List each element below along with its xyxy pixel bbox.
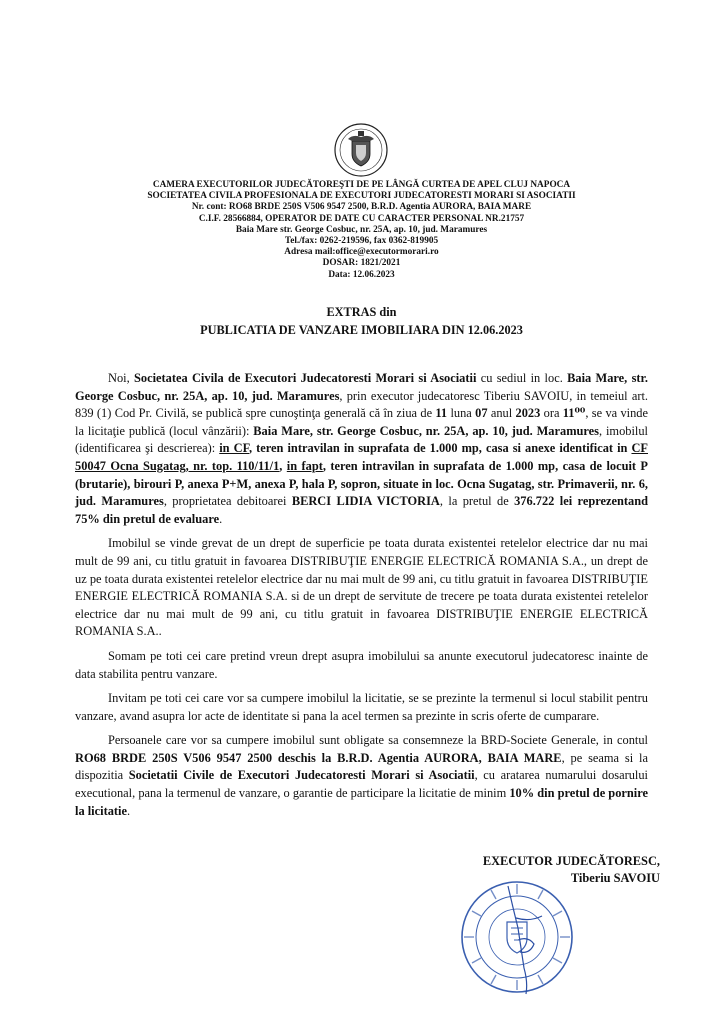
- bank-account: Nr. cont: RO68 BRDE 250S V506 9547 2500, B.R.D. Agentia AURORA, BAIA MARE: [191, 202, 532, 213]
- signature-name: Tiberiu SAVOIU: [570, 871, 660, 885]
- document-header: [0, 180, 723, 281]
- title-line-2: PUBLICATIA DE VANZARE IMOBILIARA DIN 12.06.2023: [200, 323, 523, 337]
- document-title: [0, 303, 723, 339]
- file-number: DOSAR: 1821/2021: [322, 258, 401, 269]
- paragraph-invitation: Invitam pe toti cei care vor sa cumpere imobilul la licitatie, se se prezinte la termenul si locul stabilit pentru vanzare, avand asupra lor acte de identitate si pana la acel termen sa prezinte in scris oferte de cumparare.: [75, 691, 648, 723]
- document-body: [75, 370, 648, 827]
- email-address: Adresa mail:office@executormorari.ro: [284, 247, 439, 258]
- company-name: SOCIETATEA CIVILA PROFESIONALA DE EXECUTORI JUDECATORESTI MORARI SI ASOCIATII: [147, 191, 576, 202]
- paragraph-summons: Somam pe toti cei care pretind vreun drept asupra imobilului sa anunte executorul judecatoresc inainte de data stabilita pentru vanzare.: [75, 648, 648, 681]
- official-stamp: [458, 878, 576, 996]
- address: Baia Mare str. George Cosbuc, nr. 25A, ap. 10, jud. Maramures: [235, 224, 488, 235]
- document-date: Data: 12.06.2023: [328, 269, 395, 280]
- signature-role: EXECUTOR JUDECĂTORESC,: [482, 854, 660, 868]
- chamber-name: CAMERA EXECUTORILOR JUDECĂTOREŞTI DE PE LÂNGĂ CURTEA DE APEL CLUJ NAPOCA: [152, 180, 571, 190]
- paragraph-sale-announcement: Noi, Societatea Civila de Executori Judecatoresti Morari si Asociatii cu sediul in loc. Baia Mare, str. George Cosbuc, nr. 25A, ap. 10, jud. Maramures, prin executor judecatoresc Tiberiu SAVOIU, in temeiul art. 839 (1) Cod Pr. Civilă, se publică spre cunoştinţa generală că în ziua de 11 luna 07 anul 2023 ora 11⁰⁰, se va vinde la licitaţie publică (locul vânzării): Baia Mare, str. George Cosbuc, nr. 25A, ap. 10, jud. Maramures, imobilul (identificarea şi descrierea): in CF, teren intravilan in suprafata de 1.000 mp, casa si anexe identificat in CF 50047 Ocna Sugatag, nr. top. 110/11/1, in fapt, teren intravilan in suprafata de 1.000 mp, casa de locuit P (brutarie), birouri P, anexa P+M, anexa P, hala P, sopron, situate in loc. Ocna Sugatag, str. Primaverii, nr. 6, jud. Maramures, proprietatea debitoarei BERCI LIDIA VICTORIA, la pretul de 376.722 lei reprezentand 75% din pretul de evaluare.: [75, 371, 649, 526]
- title-line-1: EXTRAS din: [326, 305, 397, 319]
- romania-coat-of-arms-emblem: [333, 122, 389, 178]
- paragraph-encumbrances: Imobilul se vinde grevat de un drept de superficie pe toata durata existentei retelelor electrice dar nu mai mult de 99 ani, cu titlu gratuit in favoarea DISTRIBUŢIE ENERGIE ELECTRICĂ ROMANIA S.A., un drept de uz pe toata durata existentei retelelor electrice dar nu mai mult de 99 ani, cu titlu gratuit in favoarea DISTRIBUŢIE ENERGIE ELECTRICĂ ROMANIA S.A. si de un drept de servitute de trecere pe toata durata existentei retelelor electrice dar nu mai mult de 99 ani, cu titlu gratuit in favoarea DISTRIBUŢIE ENERGIE ELECTRICĂ ROMANIA S.A..: [75, 536, 648, 639]
- phone-fax: Tel./fax: 0262-219596, fax 0362-819905: [284, 236, 439, 247]
- fiscal-code: C.I.F. 28566884, OPERATOR DE DATE CU CARACTER PERSONAL NR.21757: [198, 213, 525, 224]
- paragraph-guarantee: Persoanele care vor sa cumpere imobilul sunt obligate sa consemneze la BRD-Societe Generale, in contul RO68 BRDE 250S V506 9547 2500 deschis la B.R.D. Agentia AURORA, BAIA MARE, pe seama si la dispozitia Societatii Civile de Executori Judecatoresti Morari si Asociatii, cu aratarea numarului dosarului executional, pana la termenul de vanzare, o garantie de participare la licitatie de minim 10% din pretul de pornire la licitatie.: [75, 733, 649, 818]
